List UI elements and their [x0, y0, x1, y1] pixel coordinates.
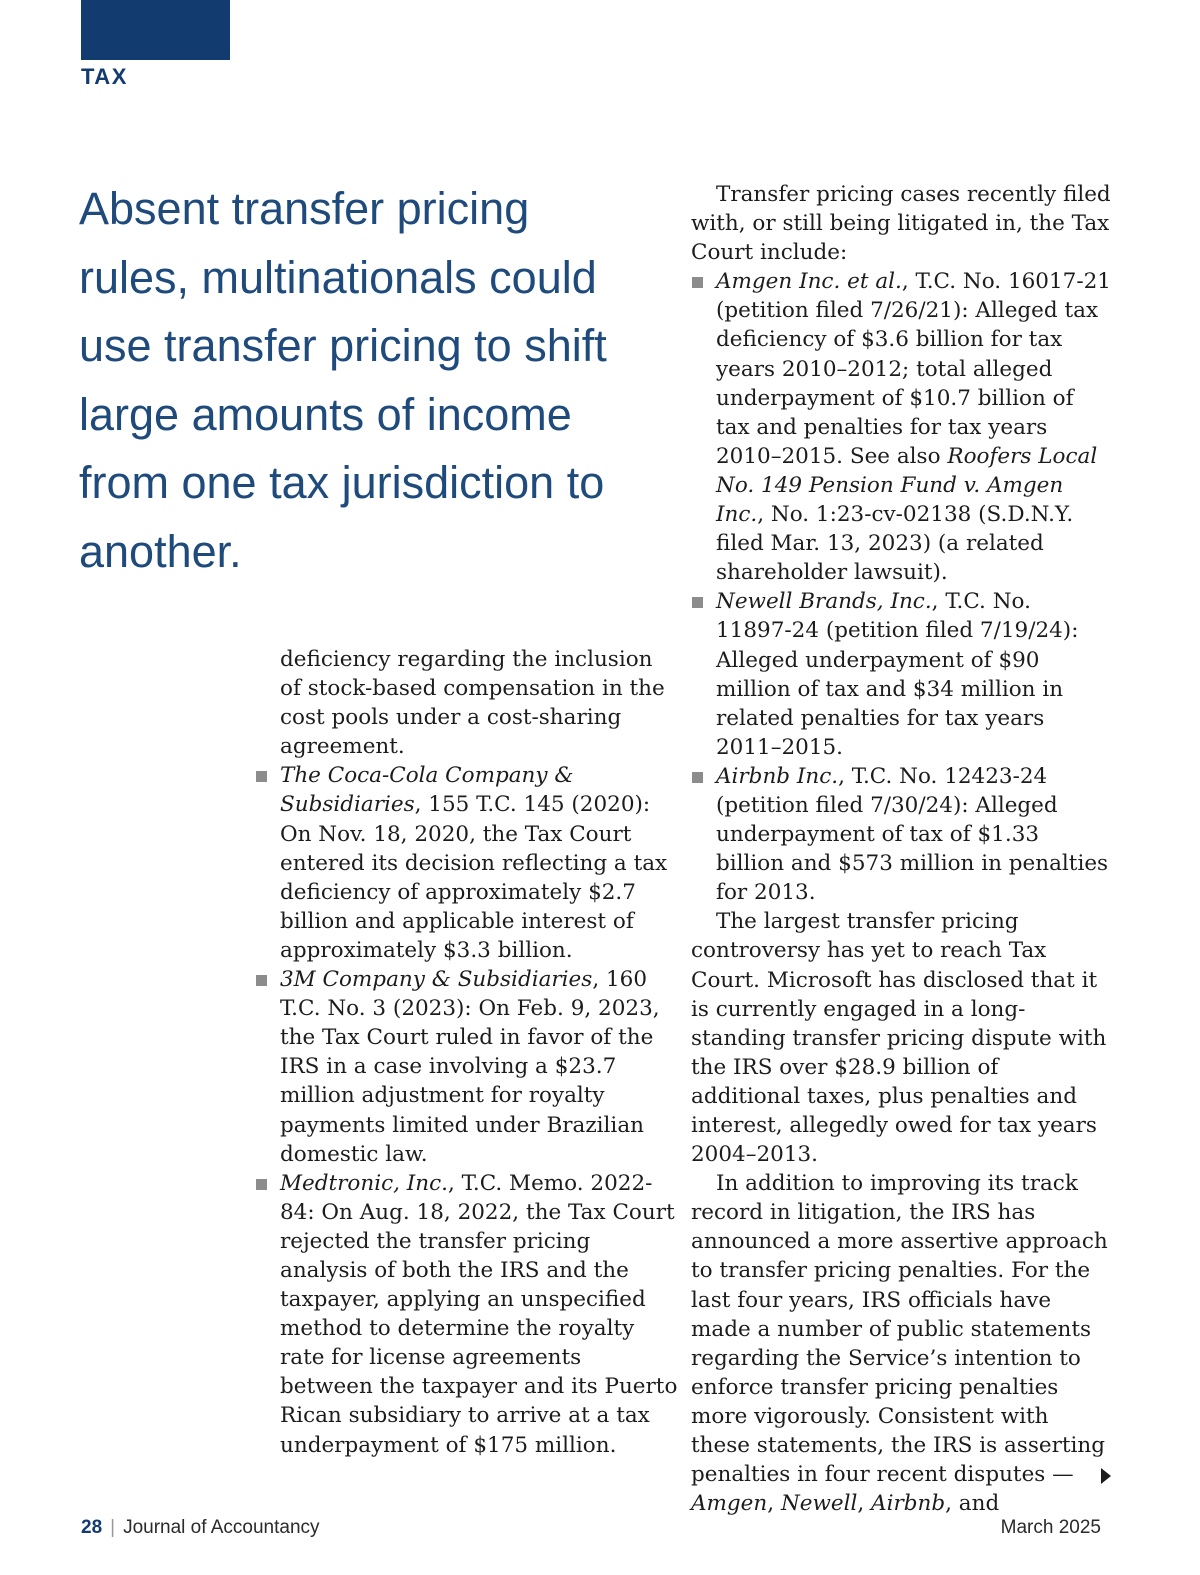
related-case-name: Roofers Local No. 149 Pension Fund v. Amgen Inc. [716, 443, 1098, 528]
continuation-paragraph: deficiency regarding the inclusion of stock-based compensation in the cost pools under a cost-sharing agreement. [280, 647, 665, 760]
company-name: Amgen [691, 1491, 768, 1517]
continue-arrow-icon [1101, 1468, 1111, 1484]
case-name: Airbnb Inc. [716, 763, 839, 789]
case-list-middle [280, 761, 680, 1459]
issue-date: March 2025 [1000, 1517, 1101, 1538]
header-color-bar [81, 0, 230, 60]
square-bullet-icon [256, 1179, 267, 1190]
case-text: , 160 T.C. No. 3 (2023): On Feb. 9, 2023, the Tax Court ruled in favor of the IRS in a case involving a $23.7 million adjustment for royalty payments limited under Brazilian domestic law. [280, 967, 660, 1167]
list-item [280, 761, 680, 965]
pull-quote: Absent transfer pricing rules, multinationals could use transfer pricing to shift large amounts of income from one tax jurisdiction to another. [79, 183, 607, 577]
list-item [280, 965, 680, 1169]
case-text: , 155 T.C. 145 (2020): On Nov. 18, 2020, the Tax Court entered its decision reflecting a tax deficiency of approximately $2.7 billion and applicable interest of approximately $3.3 billion. [280, 792, 668, 963]
journal-name: Journal of Accountancy [123, 1517, 320, 1538]
body-paragraph: The largest transfer pricing controversy has yet to reach Tax Court. Microsoft has disclosed that it is currently engaged in a long-standing transfer pricing dispute with the IRS over $28.9 billion of additional taxes, plus penalties and interest, allegedly owed for tax years 2004–2013. [691, 909, 1107, 1168]
square-bullet-icon [256, 771, 267, 782]
list-item [280, 1169, 680, 1460]
case-name: 3M Company & Subsidiaries [280, 967, 593, 993]
case-text: , T.C. Memo. 2022-84: On Aug. 18, 2022, the Tax Court rejected the transfer pricing analysis of both the IRS and the taxpayer, applying an unspecified method to determine the royalty rate for license agreements between the taxpayer and its Puerto Rican subsidiary to arrive at a tax underpayment of $175 million. [280, 1170, 678, 1458]
footer-left [81, 1517, 320, 1539]
intro-paragraph: Transfer pricing cases recently filed with, or still being litigated in, the Tax Court include: [691, 182, 1111, 266]
company-name: Newell [780, 1491, 858, 1517]
case-name: The Coca-Cola Company & Subsidiaries [280, 763, 574, 818]
separator: , [767, 1491, 775, 1517]
case-text: , T.C. No. 12423-24 (petition filed 7/30/24): Alleged underpayment of tax of $1.33 billion and $573 million in penalties for 2013. [716, 763, 1109, 906]
case-text: , T.C. No. 16017-21 (petition filed 7/26/21): Alleged tax deficiency of $3.6 billion for tax years 2010–2012; total alleged underpayment of $10.7 billion of tax and penalties for tax years 2010–2015. See also [716, 269, 1111, 469]
case-name: Medtronic, Inc. [280, 1170, 449, 1196]
square-bullet-icon [692, 277, 703, 288]
list-item [691, 587, 1111, 762]
square-bullet-icon [256, 975, 267, 986]
company-name: Airbnb [871, 1491, 946, 1517]
separator: , [945, 1491, 952, 1517]
separator: , [857, 1491, 865, 1517]
square-bullet-icon [692, 597, 703, 608]
paragraph-text: In addition to improving its track record in litigation, the IRS has announced a more assertive approach to transfer pricing penalties. For the last four years, IRS officials have made a number of public statements regarding the Service’s intention to enforce transfer pricing penalties more vigorously. Consistent with these statements, the IRS is asserting penalties in four recent disputes — [691, 1171, 1108, 1488]
conjunction: and [958, 1491, 1000, 1517]
case-name: Newell Brands, Inc. [716, 589, 932, 615]
case-text: , T.C. No. 11897-24 (petition filed 7/19/24): Alleged underpayment of $90 million of tax and $34 million in related penalties for tax years 2011–2015. [716, 589, 1079, 760]
case-list-right [691, 267, 1111, 907]
case-name: Amgen Inc. et al. [716, 269, 902, 295]
square-bullet-icon [692, 772, 703, 783]
section-label: TAX [81, 64, 128, 89]
list-item [691, 267, 1111, 587]
case-text: , No. 1:23-cv-02138 (S.D.N.Y. filed Mar. 13, 2023) (a related shareholder lawsuit). [716, 502, 1074, 586]
page-number: 28 [81, 1517, 103, 1538]
footer-separator: | [110, 1517, 116, 1538]
middle-column [280, 645, 680, 1460]
list-item [691, 762, 1111, 907]
body-paragraph [691, 1169, 1111, 1518]
right-column [691, 180, 1111, 1518]
